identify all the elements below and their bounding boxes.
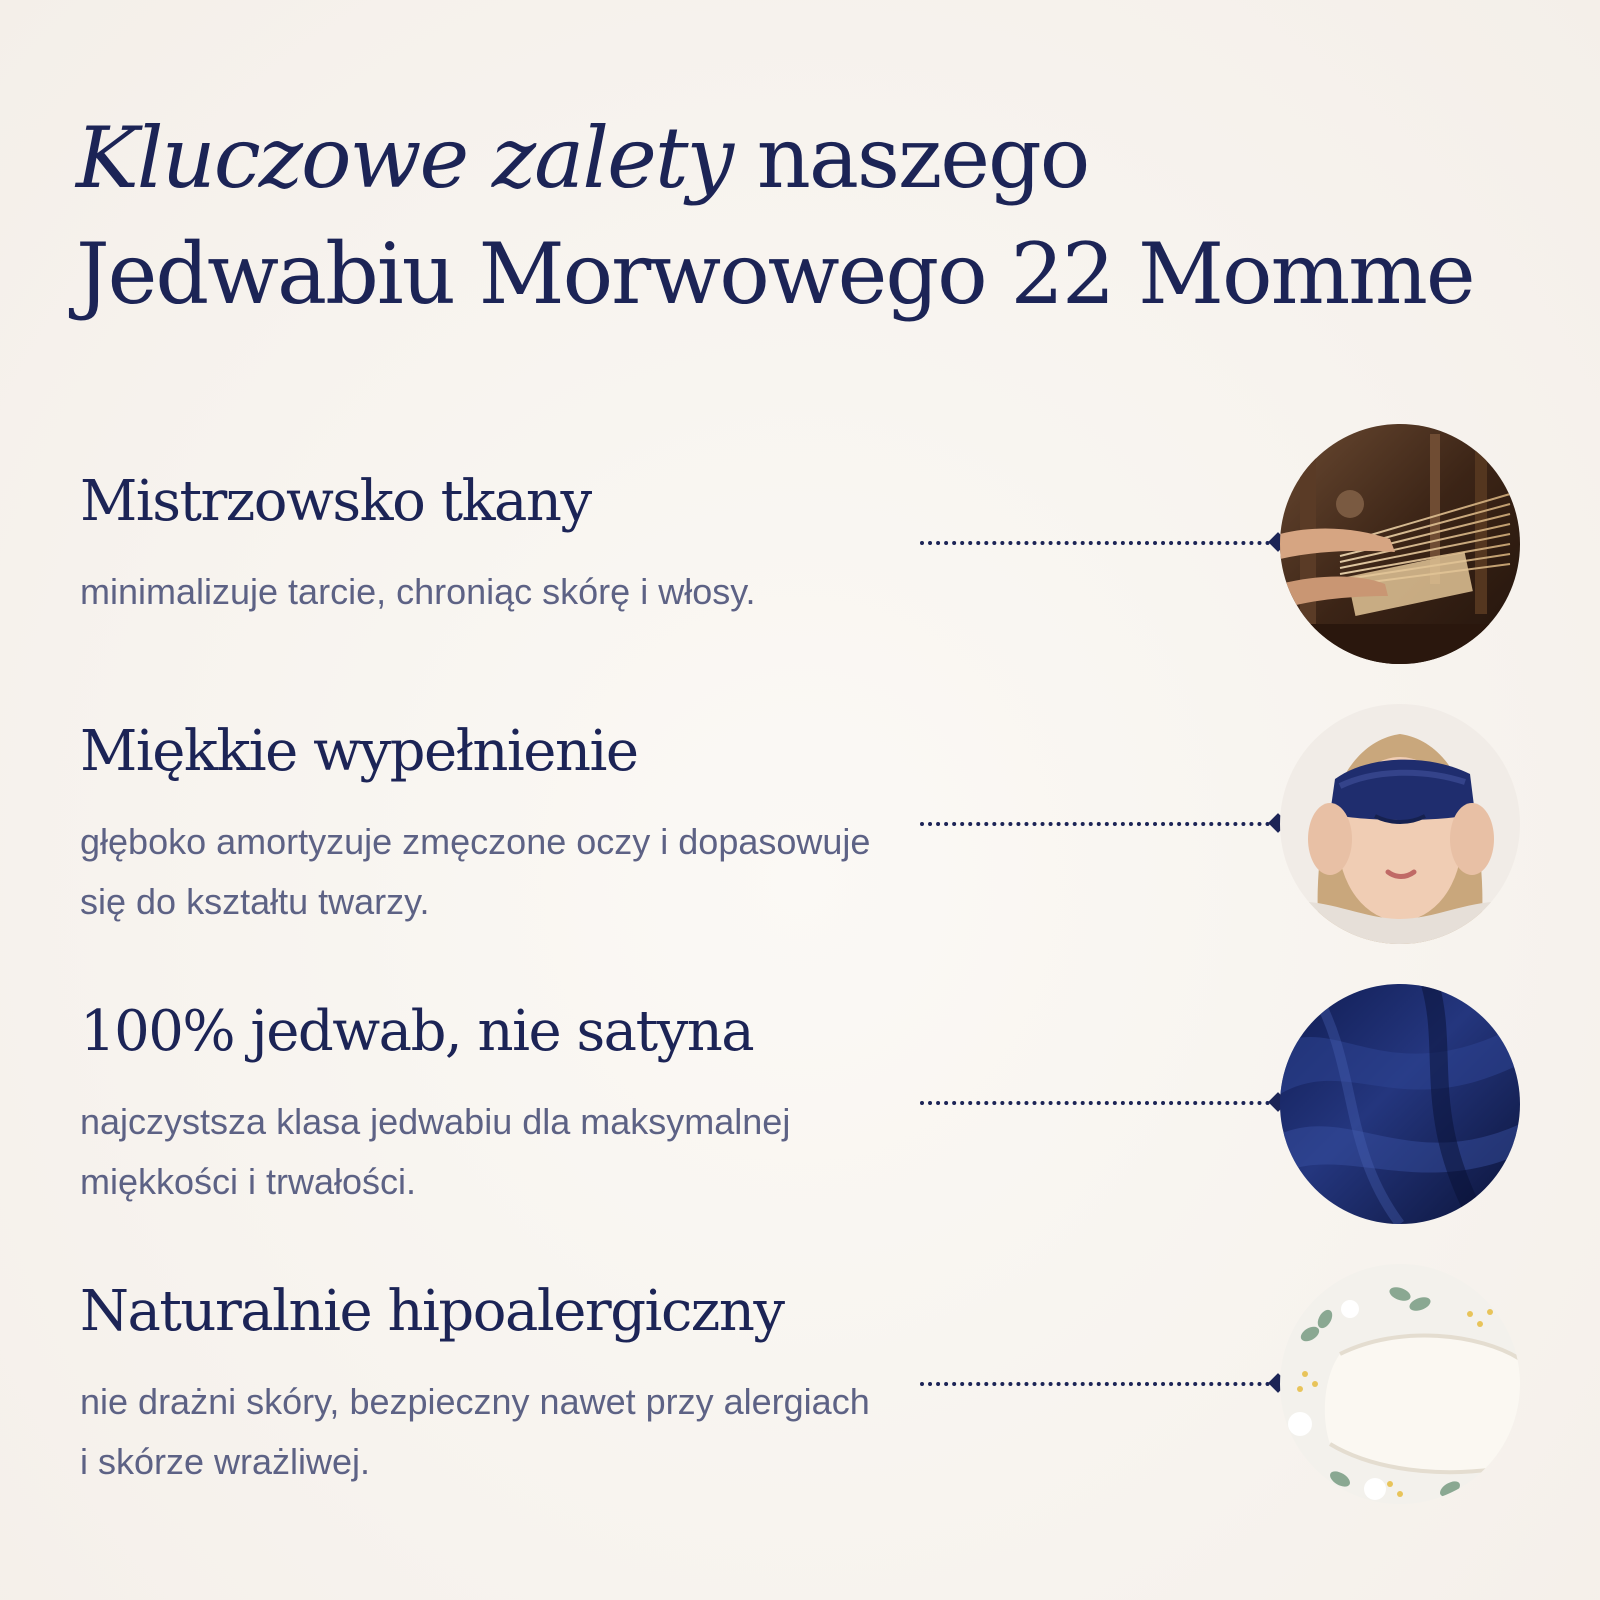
- benefit-title: Naturalnie hipoalergiczny: [80, 1279, 784, 1344]
- pillow-with-flowers-image: [1280, 1264, 1520, 1504]
- navy-silk-fabric-image: [1280, 984, 1520, 1224]
- weaving-loom-image: [1280, 424, 1520, 664]
- weaving-loom-photo: [1280, 424, 1520, 664]
- dotted-connector: [920, 1101, 1278, 1105]
- page-title-line-1-rest: naszego: [732, 109, 1089, 207]
- benefit-description: najczystsza klasa jedwabiu dla maksymalnej miękkości i trwałości.: [80, 1101, 791, 1202]
- dotted-connector: [920, 822, 1278, 826]
- page-title-italic: Kluczowe zalety: [76, 109, 733, 207]
- benefit-description: nie drażni skóry, bezpieczny nawet przy alergiach i skórze wrażliwej.: [80, 1381, 870, 1482]
- page-title-line-1: [76, 100, 1474, 216]
- dotted-connector: [920, 1382, 1278, 1386]
- benefit-title: Miękkie wypełnienie: [80, 719, 638, 784]
- page-title: [76, 100, 1474, 332]
- benefit-title: 100% jedwab, nie satyna: [80, 999, 754, 1064]
- silk-eye-mask-photo: [1280, 704, 1520, 944]
- pillow-with-flowers-photo: [1280, 1264, 1520, 1504]
- benefit-description: minimalizuje tarcie, chroniąc skórę i włosy.: [80, 571, 756, 612]
- silk-eye-mask-image: [1280, 704, 1520, 944]
- dotted-connector: [920, 541, 1278, 545]
- benefit-description: głęboko amortyzuje zmęczone oczy i dopasowuje się do kształtu twarzy.: [80, 821, 871, 922]
- navy-silk-fabric-photo: [1280, 984, 1520, 1224]
- benefit-title: Mistrzowsko tkany: [80, 469, 591, 534]
- page-title-line-2: Jedwabiu Morwowego 22 Momme: [76, 225, 1474, 323]
